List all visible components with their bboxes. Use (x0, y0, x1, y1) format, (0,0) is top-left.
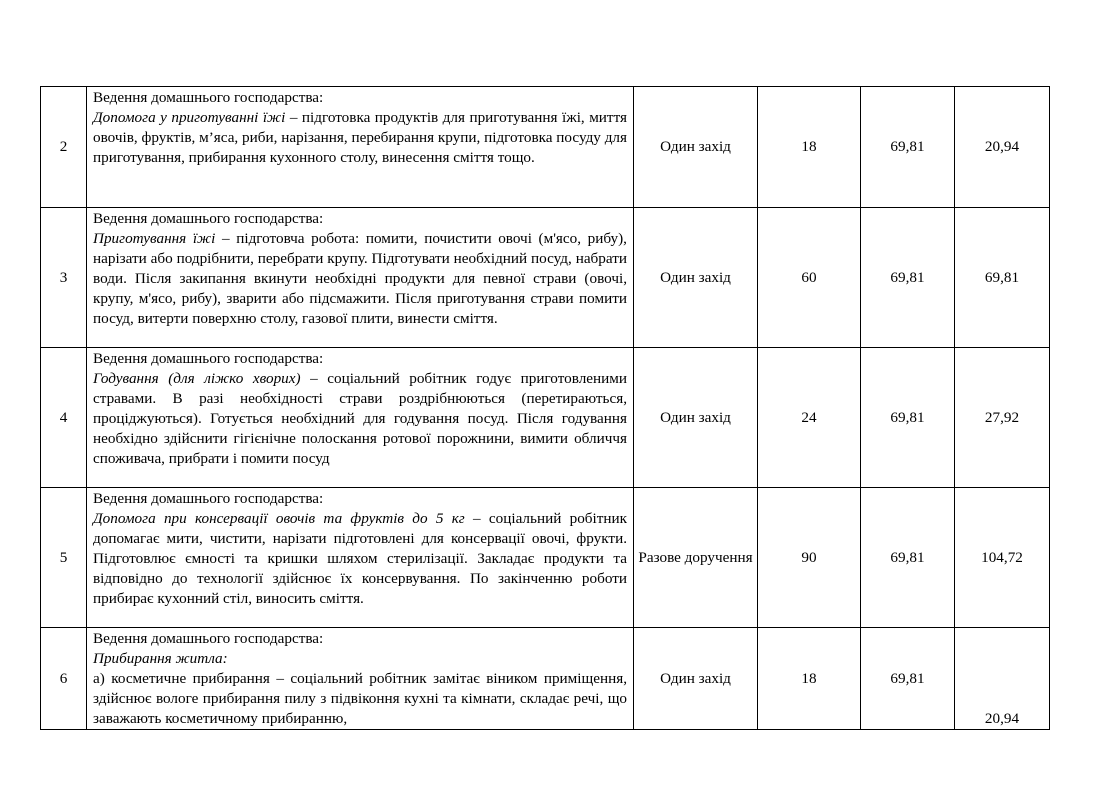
service-name: Прибирання житла: (93, 650, 228, 667)
service-category: Ведення домашнього господарства: (93, 210, 324, 227)
unit-cost: 69,81 (861, 208, 955, 348)
service-name: Допомога у приготуванні їжі (93, 109, 286, 126)
total-cost: 20,94 (955, 628, 1050, 730)
unit-cost: 69,81 (861, 348, 955, 488)
unit-cost: 69,81 (861, 628, 955, 730)
service-name: Годування (для ліжко хворих) (93, 370, 301, 387)
unit-of-measure: Один захід (634, 348, 758, 488)
row-number: 2 (41, 87, 87, 208)
service-category: Ведення домашнього господарства: (93, 630, 324, 647)
row-number: 3 (41, 208, 87, 348)
service-name: Допомога при консервації овочів та фруктів до 5 кг (93, 510, 465, 527)
time-norm: 18 (758, 628, 861, 730)
total-cost: 20,94 (955, 87, 1050, 208)
services-table (40, 86, 1050, 730)
table-row (41, 488, 1050, 628)
total-cost: 69,81 (955, 208, 1050, 348)
service-details: – соціальний робітник годує приготовленими стравами. В разі необхідності страви роздрібнюються (перетираються, проціджуються). Готується необхідний для годування посуд. Після годування необхідно здійснити гігієнічне полоскання ротової порожнини, вимити обличчя споживача, прибрати і помити посуд (93, 370, 628, 467)
service-description (87, 348, 634, 488)
service-description (87, 628, 634, 730)
service-details: а) косметичне прибирання – соціальний робітник замітає віником приміщення, здійснює вологе прибирання пилу з підвіконня кухні та кімнати, складає речі, що заважають косметичному прибиранню, (93, 670, 627, 727)
unit-of-measure: Один захід (634, 87, 758, 208)
service-description (87, 87, 634, 208)
time-norm: 60 (758, 208, 861, 348)
unit-of-measure: Разове доручення (634, 488, 758, 628)
table-row (41, 348, 1050, 488)
service-name: Приготування їжі (93, 230, 216, 247)
row-number: 5 (41, 488, 87, 628)
service-details: – підготовка продуктів для приготування їжі, миття овочів, фруктів, м’яса, риби, нарізання, перебирання крупи, підготовка посуду для приготування, прибирання кухонного столу, винесення сміття тощо. (93, 109, 627, 166)
table-row (41, 628, 1050, 730)
unit-cost: 69,81 (861, 87, 955, 208)
service-description (87, 208, 634, 348)
unit-cost: 69,81 (861, 488, 955, 628)
row-number: 4 (41, 348, 87, 488)
service-description (87, 488, 634, 628)
service-details: – підготовча робота: помити, почистити овочі (м'ясо, рибу), нарізати або подрібнити, перебрати крупу. Підготувати необхідний посуд, набрати води. Після закипання вкинути необхідні продукти для певної страви (овочі, крупу, м'ясо, рибу), зварити або підсмажити. Після приготування страви помити посуд, витерти поверхню столу, газової плити, винести сміття. (93, 230, 627, 327)
row-number: 6 (41, 628, 87, 730)
service-details: – соціальний робітник допомагає мити, чистити, нарізати підготовлені для консервації овочі, фрукти. Підготовлює ємності та кришки шляхом стерилізації. Закладає продукти та відповідно до технології здійснює їх консервування. По закінченню роботи прибирає кухонний стіл, виносить сміття. (93, 510, 627, 607)
service-category: Ведення домашнього господарства: (93, 350, 324, 367)
total-cost: 27,92 (955, 348, 1050, 488)
time-norm: 90 (758, 488, 861, 628)
table-row (41, 87, 1050, 208)
time-norm: 18 (758, 87, 861, 208)
total-cost: 104,72 (955, 488, 1050, 628)
service-category: Ведення домашнього господарства: (93, 490, 324, 507)
time-norm: 24 (758, 348, 861, 488)
unit-of-measure: Один захід (634, 208, 758, 348)
unit-of-measure: Один захід (634, 628, 758, 730)
table-row (41, 208, 1050, 348)
service-category: Ведення домашнього господарства: (93, 89, 324, 106)
